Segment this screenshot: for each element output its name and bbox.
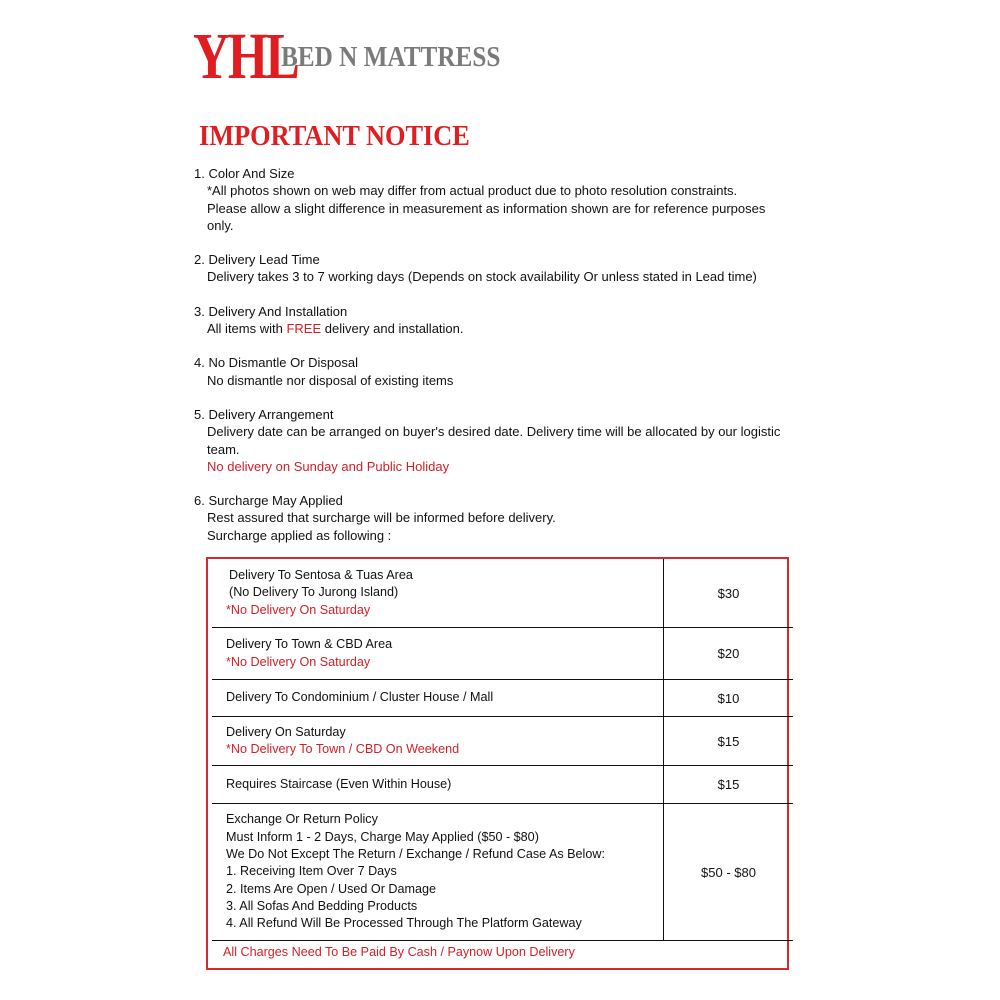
notice-text: *All photos shown on web may differ from actual product due to photo resolution constraints. xyxy=(207,183,738,199)
row-description xyxy=(212,680,664,716)
notice-surcharge xyxy=(194,492,814,544)
row-price: $20 xyxy=(717,646,740,661)
notice-title: 3. Delivery And Installation xyxy=(194,303,348,319)
payment-note: All Charges Need To Be Paid By Cash / Paynow Upon Delivery xyxy=(223,945,575,959)
notice-text-prefix: All items with xyxy=(207,321,287,337)
table-row xyxy=(212,680,793,717)
row-note: *No Delivery On Saturday xyxy=(226,602,371,617)
row-price: $50 - $80 xyxy=(701,864,756,880)
notice-color-size xyxy=(194,165,814,234)
surcharge-table xyxy=(206,557,789,970)
page-title: IMPORTANT NOTICE xyxy=(199,121,470,152)
row-text: 3. All Sofas And Bedding Products xyxy=(226,898,418,913)
logo-mark: YHL xyxy=(193,20,298,93)
row-note: *No Delivery On Saturday xyxy=(226,654,371,669)
notice-text: Delivery takes 3 to 7 working days (Depends on stock availability Or unless stated in Lead time) xyxy=(207,269,757,285)
row-text: Delivery To Town & CBD Area xyxy=(226,637,393,652)
row-text: Delivery To Condominium / Cluster House / Mall xyxy=(226,690,494,705)
notice-lead-time xyxy=(194,251,814,286)
row-price: $15 xyxy=(717,733,740,749)
row-text: (No Delivery To Jurong Island) xyxy=(229,585,399,600)
notice-text-suffix: delivery and installation. xyxy=(321,321,464,337)
notice-text: only. xyxy=(207,217,234,233)
row-text: Must Inform 1 - 2 Days, Charge May Applied ($50 - $80) xyxy=(226,829,539,844)
notice-text: team. xyxy=(207,441,240,457)
notice-title: 4. No Dismantle Or Disposal xyxy=(194,355,358,371)
table-row xyxy=(212,717,793,766)
notice-warning: No delivery on Sunday and Public Holiday xyxy=(207,458,450,474)
notice-title: 5. Delivery Arrangement xyxy=(194,406,334,422)
table-row xyxy=(212,628,793,680)
row-text: Delivery On Saturday xyxy=(226,724,346,739)
notice-text xyxy=(194,320,814,337)
row-text: Requires Staircase (Even Within House) xyxy=(226,776,452,791)
row-price: $15 xyxy=(717,777,740,792)
row-price: $30 xyxy=(717,585,740,601)
notice-title: 2. Delivery Lead Time xyxy=(194,252,320,268)
row-description xyxy=(212,766,664,803)
notice-text: Delivery date can be arranged on buyer's desired date. Delivery time will be allocated by our logistic xyxy=(207,424,781,440)
row-note: *No Delivery To Town / CBD On Weekend xyxy=(226,742,460,756)
notice-arrangement xyxy=(194,406,814,475)
row-text: 4. All Refund Will Be Processed Through The Platform Gateway xyxy=(226,916,582,931)
row-text: Delivery To Sentosa & Tuas Area xyxy=(229,568,413,583)
row-text: 2. Items Are Open / Used Or Damage xyxy=(226,881,436,896)
notice-text: Surcharge applied as following : xyxy=(207,527,392,543)
row-price: $10 xyxy=(717,690,740,706)
row-description xyxy=(212,628,664,679)
table-row xyxy=(212,766,793,804)
notice-list xyxy=(194,165,814,561)
table-row xyxy=(212,559,793,628)
row-text: We Do Not Except The Return / Exchange / Refund Case As Below: xyxy=(226,847,605,862)
row-text: Exchange Or Return Policy xyxy=(226,812,378,827)
notice-text: Please allow a slight difference in measurement as information shown are for reference purposes xyxy=(207,200,766,216)
row-description xyxy=(212,717,664,765)
notice-dismantle xyxy=(194,354,814,389)
table-row xyxy=(212,804,793,941)
row-text: 1. Receiving Item Over 7 Days xyxy=(226,864,397,879)
brand-name: BED N MATTRESS xyxy=(281,42,501,73)
notice-text: Rest assured that surcharge will be informed before delivery. xyxy=(207,510,556,526)
notice-installation xyxy=(194,303,814,338)
row-description xyxy=(212,559,664,627)
free-highlight: FREE xyxy=(286,321,322,337)
notice-title: 6. Surcharge May Applied xyxy=(194,493,343,509)
notice-text: No dismantle nor disposal of existing items xyxy=(207,372,454,388)
notice-title: 1. Color And Size xyxy=(194,166,295,181)
row-description xyxy=(212,804,664,940)
